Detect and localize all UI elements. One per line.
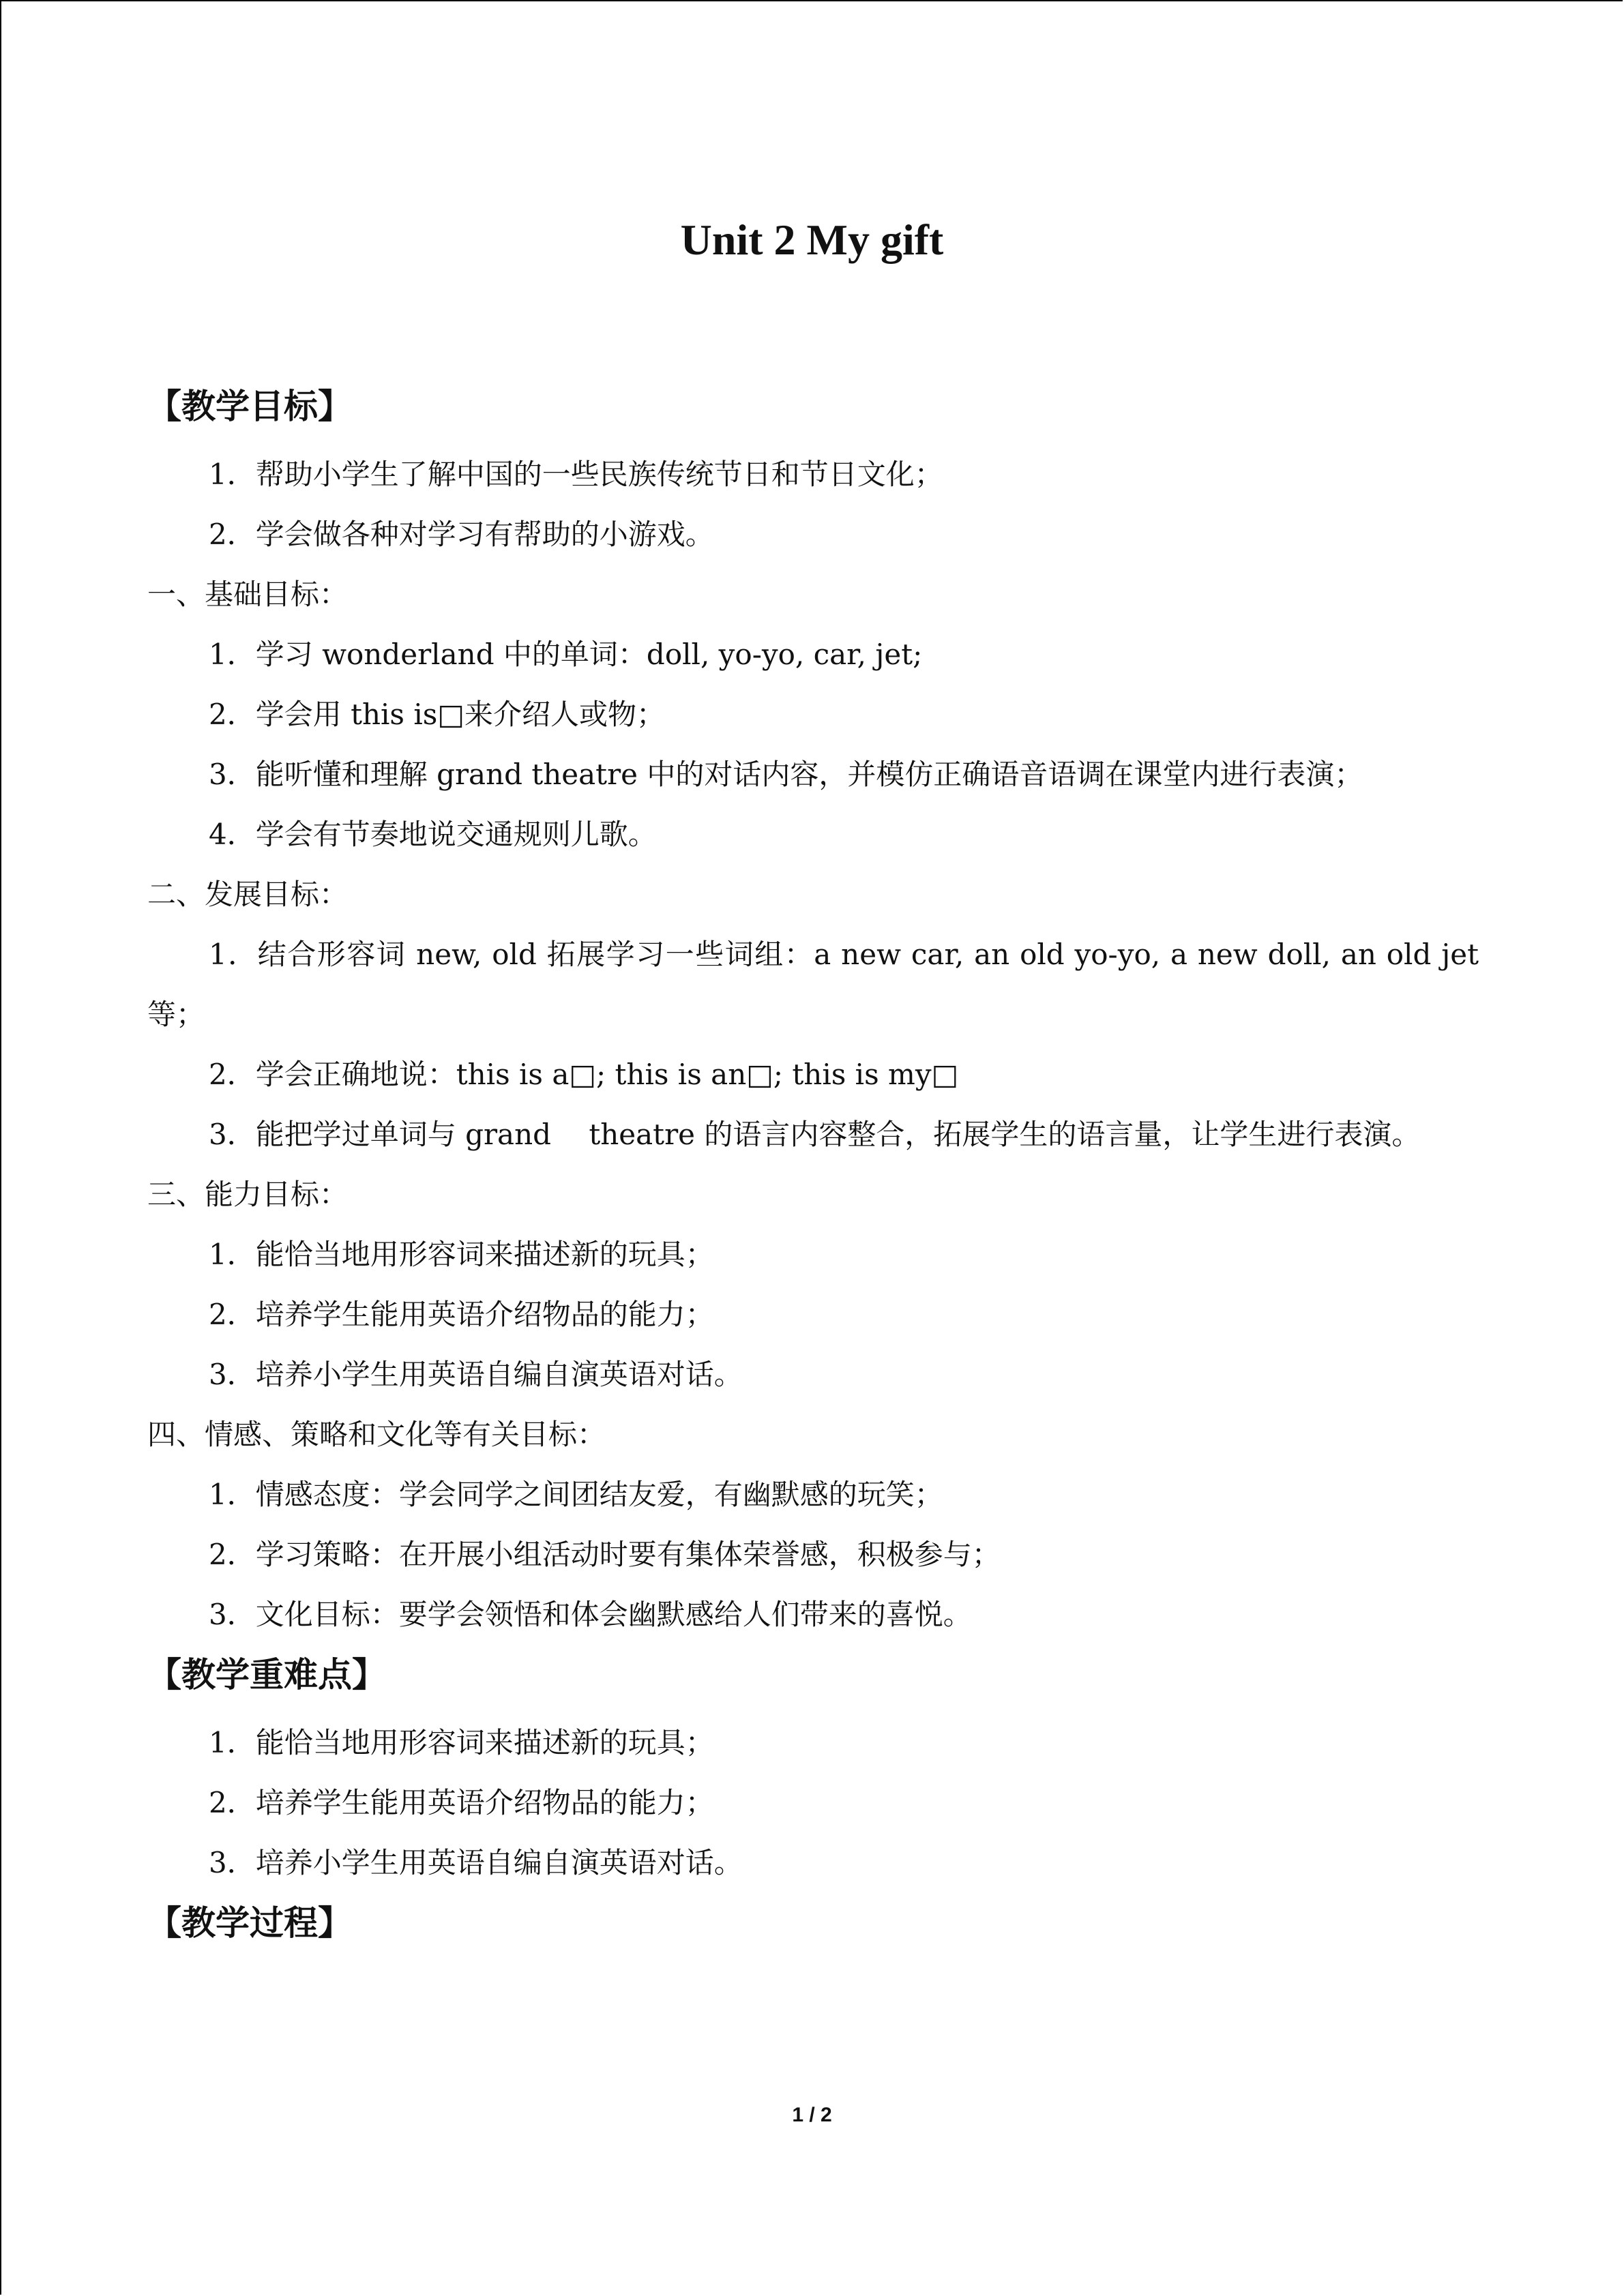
document-body (147, 382, 1479, 1948)
document-title: Unit 2 My gift (680, 215, 944, 264)
ability-item-1: 1．能恰当地用形容词来描述新的玩具； (209, 1238, 714, 1271)
subsection-emotion: 四、情感、策略和文化等有关目标： (147, 1418, 606, 1451)
dev-item-1: 1．结合形容词 new, old 拓展学习一些词组：a new car, an old yo-yo, a new doll, an old jet 等； (147, 938, 1479, 1031)
key-item-1: 1．能恰当地用形容词来描述新的玩具； (209, 1726, 714, 1759)
section-heading-process: 【教学过程】 (147, 1903, 352, 1943)
ability-item-2: 2．培养学生能用英语介绍物品的能力； (209, 1298, 714, 1331)
section-heading-objectives: 【教学目标】 (147, 387, 352, 426)
subsection-development: 二、发展目标： (147, 878, 349, 911)
objective-intro-1: 1．帮助小学生了解中国的一些民族传统节日和节日文化； (209, 458, 943, 491)
basic-item-2: 2．学会用 this is□来介绍人或物； (209, 698, 666, 731)
key-item-3: 3．培养小学生用英语自编自演英语对话。 (209, 1846, 743, 1879)
dev-item-3: 3．能把学过单词与 grand theatre 的语言内容整合，拓展学生的语言量，让学生进行表演。 (209, 1118, 1421, 1151)
emotion-item-1: 1．情感态度：学会同学之间团结友爱，有幽默感的玩笑； (209, 1478, 943, 1511)
basic-item-1: 1．学习 wonderland 中的单词：doll, yo-yo, car, jet; (209, 638, 923, 671)
basic-item-3: 3．能听懂和理解 grand theatre 中的对话内容，并模仿正确语音语调在课堂内进行表演； (209, 758, 1363, 791)
subsection-basic: 一、基础目标： (147, 578, 349, 611)
ability-item-3: 3．培养小学生用英语自编自演英语对话。 (209, 1358, 743, 1391)
basic-item-4: 4．学会有节奏地说交通规则儿歌。 (209, 818, 657, 851)
emotion-item-3: 3．文化目标：要学会领悟和体会幽默感给人们带来的喜悦。 (209, 1598, 972, 1631)
emotion-item-2: 2．学习策略：在开展小组活动时要有集体荣誉感，积极参与； (209, 1538, 1001, 1571)
subsection-ability: 三、能力目标： (147, 1178, 349, 1211)
objective-intro-2: 2．学会做各种对学习有帮助的小游戏。 (209, 518, 714, 551)
section-heading-key-points: 【教学重难点】 (147, 1655, 386, 1695)
key-item-2: 2．培养学生能用英语介绍物品的能力； (209, 1786, 714, 1819)
page-number: 1 / 2 (792, 2104, 832, 2126)
dev-item-2: 2．学会正确地说：this is a□; this is an□; this is my□ (209, 1058, 959, 1091)
